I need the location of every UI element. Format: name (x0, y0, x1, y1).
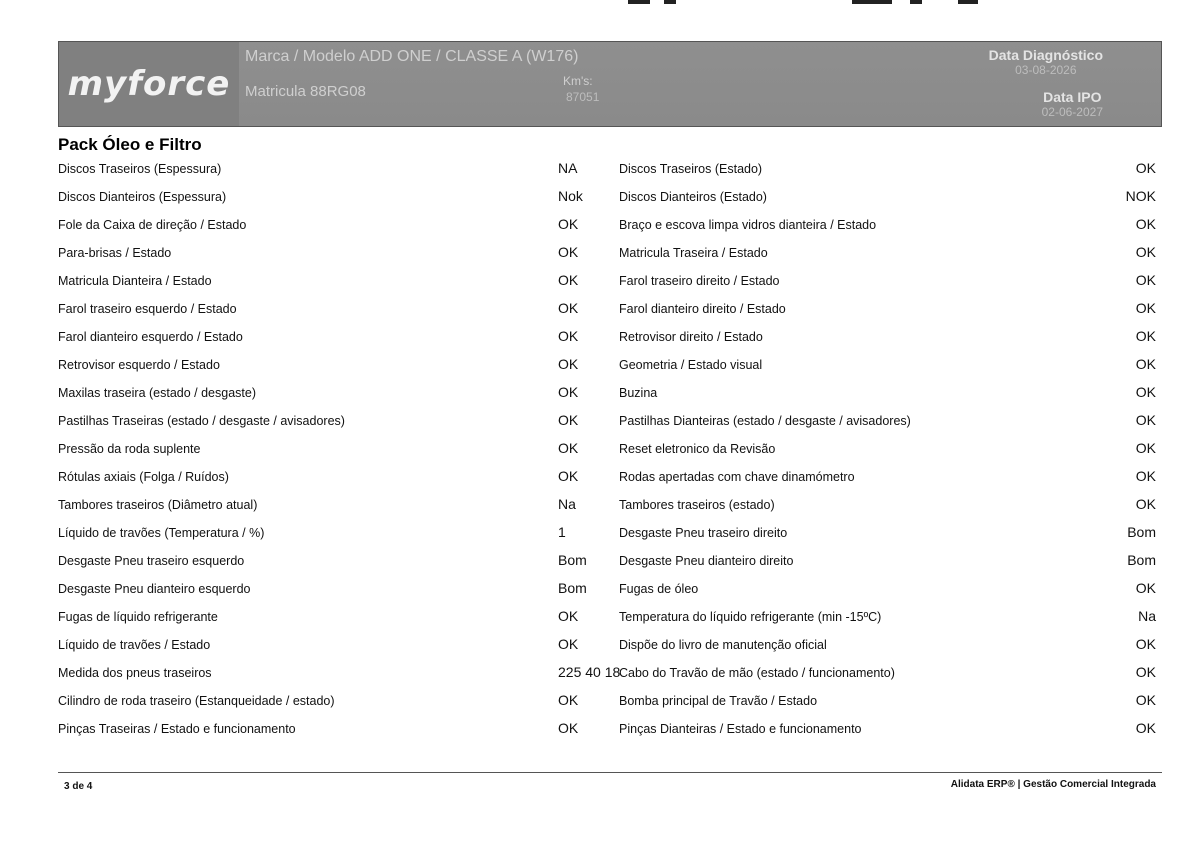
diagnosis-date-label: Data Diagnóstico (988, 47, 1103, 63)
right-item-label: Discos Traseiros (Estado) (619, 162, 763, 176)
left-item-label: Tambores traseiros (Diâmetro atual) (58, 498, 258, 512)
checklist-row (0, 380, 1200, 408)
checklist-row (0, 184, 1200, 212)
left-item-label: Pinças Traseiras / Estado e funcionamento (58, 722, 296, 736)
left-item-value: OK (558, 636, 579, 652)
checklist-row (0, 352, 1200, 380)
checklist-row (0, 436, 1200, 464)
right-item-label: Pinças Dianteiras / Estado e funcionamento (619, 722, 862, 736)
ipo-date-label: Data IPO (1043, 89, 1102, 105)
right-item-label: Tambores traseiros (estado) (619, 498, 775, 512)
page-number: 3 de 4 (64, 781, 93, 792)
checklist-row (0, 576, 1200, 604)
checklist-row (0, 408, 1200, 436)
left-item-label: Discos Traseiros (Espessura) (58, 162, 222, 176)
left-item-label: Líquido de travões (Temperatura / %) (58, 526, 265, 540)
left-item-value: OK (558, 468, 579, 484)
right-item-value: Bom (1127, 552, 1156, 568)
left-item-value: OK (558, 244, 579, 260)
left-item-value: Bom (558, 552, 587, 568)
vehicle-model: Marca / Modelo ADD ONE / CLASSE A (W176) (245, 48, 579, 65)
left-item-value: OK (558, 692, 579, 708)
km-label: Km's: (563, 74, 593, 88)
footer-divider (58, 772, 1162, 773)
right-item-value: OK (1135, 692, 1156, 708)
left-item-label: Discos Dianteiros (Espessura) (58, 190, 227, 204)
checklist-row (0, 520, 1200, 548)
scan-top-marks (0, 0, 1200, 10)
checklist-row (0, 716, 1200, 744)
right-item-value: OK (1135, 440, 1156, 456)
right-item-label: Retrovisor direito / Estado (619, 330, 763, 344)
left-item-label: Matricula Dianteira / Estado (58, 274, 212, 288)
right-item-label: Reset eletronico da Revisão (619, 442, 776, 456)
left-item-label: Pressão da roda suplente (58, 442, 201, 456)
right-item-label: Pastilhas Dianteiras (estado / desgaste / avisadores) (619, 414, 911, 428)
diagnosis-date-value: 03-08-2026 (1015, 63, 1077, 77)
ipo-date-value: 02-06-2027 (1041, 105, 1103, 119)
left-item-value: OK (558, 720, 579, 736)
right-item-value: Bom (1127, 524, 1156, 540)
left-item-value: 1 (558, 524, 566, 540)
checklist-row (0, 268, 1200, 296)
left-item-value: OK (558, 356, 579, 372)
left-item-value: 225 40 18 (558, 664, 621, 680)
right-item-value: OK (1135, 496, 1156, 512)
checklist-row (0, 660, 1200, 688)
left-item-value: OK (558, 272, 579, 288)
left-item-label: Rótulas axiais (Folga / Ruídos) (58, 470, 229, 484)
left-item-value: OK (558, 216, 579, 232)
left-item-label: Retrovisor esquerdo / Estado (58, 358, 220, 372)
right-item-value: OK (1135, 216, 1156, 232)
right-item-value: OK (1135, 636, 1156, 652)
left-item-label: Líquido de travões / Estado (58, 638, 211, 652)
left-item-value: OK (558, 300, 579, 316)
logo-box (59, 42, 239, 126)
right-item-value: OK (1135, 244, 1156, 260)
right-item-value: OK (1135, 272, 1156, 288)
left-item-value: OK (558, 384, 579, 400)
checklist-row (0, 548, 1200, 576)
left-item-label: Desgaste Pneu traseiro esquerdo (58, 554, 245, 568)
left-item-label: Farol dianteiro esquerdo / Estado (58, 330, 243, 344)
right-item-label: Temperatura do líquido refrigerante (min -15ºC) (619, 610, 882, 624)
right-item-label: Fugas de óleo (619, 582, 699, 596)
left-item-label: Maxilas traseira (estado / desgaste) (58, 386, 257, 400)
right-item-label: Farol traseiro direito / Estado (619, 274, 780, 288)
right-item-value: OK (1135, 468, 1156, 484)
left-item-label: Farol traseiro esquerdo / Estado (58, 302, 237, 316)
right-item-label: Desgaste Pneu dianteiro direito (619, 554, 794, 568)
checklist-row (0, 492, 1200, 520)
right-item-label: Discos Dianteiros (Estado) (619, 190, 767, 204)
left-item-value: NA (558, 160, 578, 176)
km-value: 87051 (566, 90, 600, 104)
vehicle-plate: Matricula 88RG08 (245, 83, 366, 100)
checklist-row (0, 604, 1200, 632)
right-item-label: Matricula Traseira / Estado (619, 246, 768, 260)
right-item-label: Cabo do Travão de mão (estado / funcionamento) (619, 666, 895, 680)
checklist-row (0, 464, 1200, 492)
right-item-value: OK (1135, 328, 1156, 344)
left-item-value: OK (558, 412, 579, 428)
right-item-label: Dispõe do livro de manutenção oficial (619, 638, 827, 652)
left-item-label: Desgaste Pneu dianteiro esquerdo (58, 582, 251, 596)
right-item-value: Na (1138, 608, 1156, 624)
right-item-label: Rodas apertadas com chave dinamómetro (619, 470, 855, 484)
checklist-row (0, 156, 1200, 184)
left-item-label: Medida dos pneus traseiros (58, 666, 212, 680)
left-item-label: Fole da Caixa de direção / Estado (58, 218, 247, 232)
left-item-value: OK (558, 608, 579, 624)
left-item-value: OK (558, 328, 579, 344)
right-item-value: OK (1135, 356, 1156, 372)
report-header (58, 41, 1162, 127)
right-item-value: OK (1135, 664, 1156, 680)
right-item-label: Geometria / Estado visual (619, 358, 763, 372)
right-item-label: Bomba principal de Travão / Estado (619, 694, 818, 708)
checklist-row (0, 296, 1200, 324)
left-item-value: Bom (558, 580, 587, 596)
left-item-label: Cilindro de roda traseiro (Estanqueidade / estado) (58, 694, 335, 708)
right-item-value: NOK (1125, 188, 1156, 204)
left-item-value: Nok (558, 188, 583, 204)
right-item-value: OK (1135, 720, 1156, 736)
checklist-row (0, 240, 1200, 268)
left-item-value: Na (558, 496, 576, 512)
right-item-label: Desgaste Pneu traseiro direito (619, 526, 788, 540)
ipo-date-block (1042, 89, 1103, 119)
footer-brand: Alidata ERP® | Gestão Comercial Integrada (950, 779, 1156, 790)
checklist-row (0, 212, 1200, 240)
left-item-label: Para-brisas / Estado (58, 246, 172, 260)
right-item-value: OK (1135, 160, 1156, 176)
left-item-label: Fugas de líquido refrigerante (58, 610, 218, 624)
diagnosis-date-block (989, 47, 1103, 77)
checklist-row (0, 632, 1200, 660)
right-item-label: Farol dianteiro direito / Estado (619, 302, 786, 316)
left-item-value: OK (558, 440, 579, 456)
checklist-row (0, 324, 1200, 352)
right-item-value: OK (1135, 384, 1156, 400)
right-item-label: Braço e escova limpa vidros dianteira / Estado (619, 218, 877, 232)
left-item-label: Pastilhas Traseiras (estado / desgaste / avisadores) (58, 414, 345, 428)
myforce-logo: myforce (67, 64, 231, 104)
right-item-value: OK (1135, 580, 1156, 596)
checklist-row (0, 688, 1200, 716)
right-item-value: OK (1135, 412, 1156, 428)
right-item-value: OK (1135, 300, 1156, 316)
right-item-label: Buzina (619, 386, 658, 400)
section-title: Pack Óleo e Filtro (58, 135, 202, 154)
